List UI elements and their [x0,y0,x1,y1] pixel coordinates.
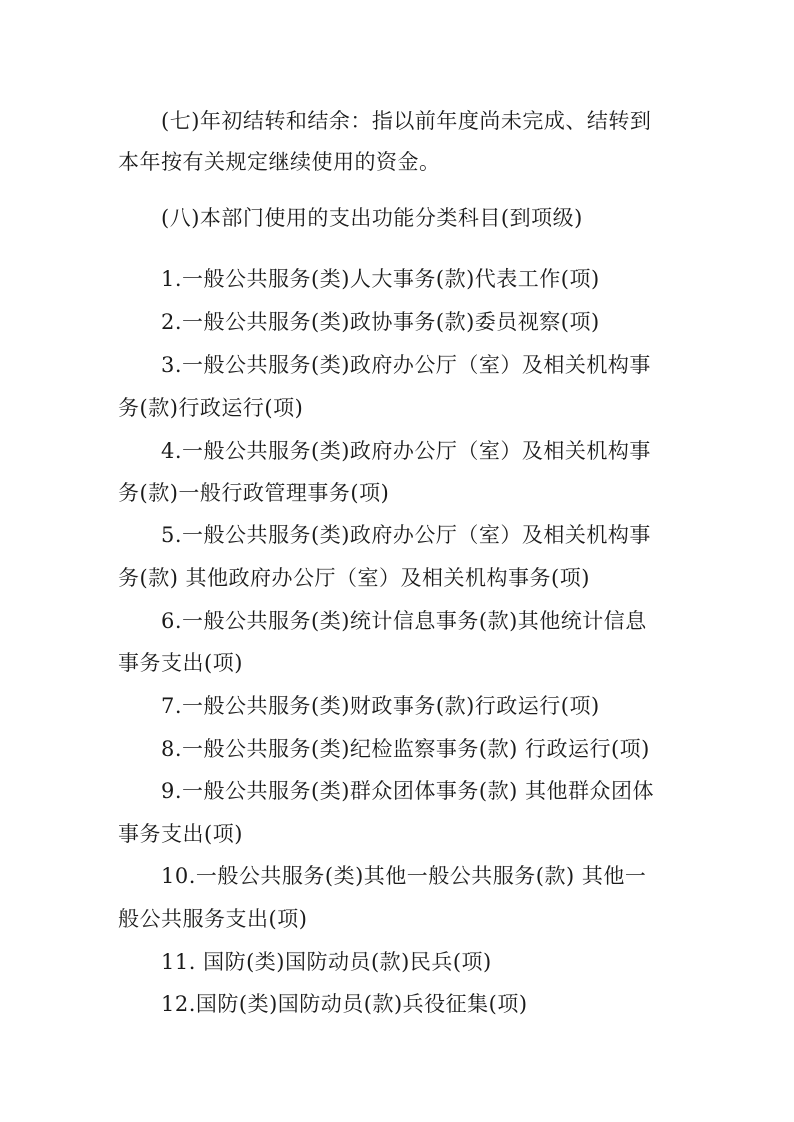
list-item-1: 1.一般公共服务(类)人大事务(款)代表工作(项) [161,267,600,291]
list-item-12: 12.国防(类)国防动员(款)兵役征集(项) [161,992,528,1016]
list-item-4-line-1: 4.一般公共服务(类)政府办公厅（室）及相关机构事 [161,439,651,463]
list-item-8: 8.一般公共服务(类)纪检监察事务(款) 行政运行(项) [161,737,650,761]
list-item-6-line-2: 事务支出(项) [118,651,243,675]
list-item-3-line-1: 3.一般公共服务(类)政府办公厅（室）及相关机构事 [161,353,651,377]
list-item-6-line-1: 6.一般公共服务(类)统计信息事务(款)其他统计信息 [161,609,647,633]
section-8-heading: (八)本部门使用的支出功能分类科目(到项级) [161,206,583,230]
list-item-4-line-2: 务(款)一般行政管理事务(项) [118,481,390,505]
list-item-10-line-2: 般公共服务支出(项) [118,907,308,931]
list-item-7: 7.一般公共服务(类)财政事务(款)行政运行(项) [161,694,600,718]
list-item-5-line-1: 5.一般公共服务(类)政府办公厅（室）及相关机构事 [161,523,651,547]
section-7-line-2: 本年按有关规定继续使用的资金。 [118,150,441,174]
list-item-10-line-1: 10.一般公共服务(类)其他一般公共服务(款) 其他一 [161,864,647,888]
list-item-9-line-1: 9.一般公共服务(类)群众团体事务(款) 其他群众团体 [161,779,654,803]
list-item-9-line-2: 事务支出(项) [118,822,243,846]
list-item-5-line-2: 务(款) 其他政府办公厅（室）及相关机构事务(项) [118,566,590,590]
list-item-2: 2.一般公共服务(类)政协事务(款)委员视察(项) [161,310,600,334]
list-item-3-line-2: 务(款)行政运行(项) [118,396,304,420]
list-item-11: 11. 国防(类)国防动员(款)民兵(项) [161,950,492,974]
section-7-line-1: (七)年初结转和结余：指以前年度尚未完成、结转到 [161,109,652,133]
